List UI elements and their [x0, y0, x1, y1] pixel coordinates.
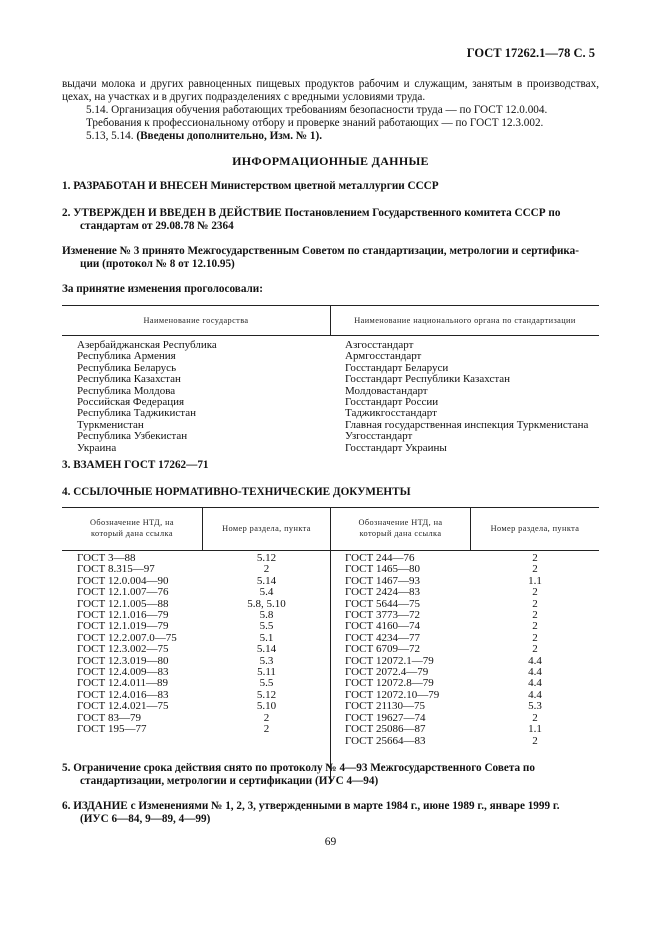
ref-section-number: 5.8, 5.10: [247, 597, 286, 610]
section-5-line2: стандартизации, метрологии и сертификации (ИУС 4—94): [80, 775, 379, 787]
vote-standards-body: Главная государственная инспекция Туркменистана: [345, 418, 589, 431]
ref-doc-designation: ГОСТ 3—88: [77, 552, 136, 564]
ref-section-number: 2: [263, 723, 270, 736]
ref-doc-designation: ГОСТ 244—76: [345, 552, 415, 564]
ref-section-number: 2: [532, 552, 538, 564]
ref-doc-designation: ГОСТ 2424—83: [345, 586, 420, 599]
refs-right-section-column: [471, 553, 599, 747]
ref-doc-designation: ГОСТ 83—79: [77, 711, 141, 724]
ref-section-number: 2: [532, 643, 538, 656]
change-3: [62, 245, 599, 258]
ref-section-number: 4.4: [528, 654, 542, 667]
votes-column-states: [77, 340, 217, 454]
ref-doc-designation: ГОСТ 12.1.019—79: [77, 620, 169, 633]
vote-standards-body: Армгосстандарт: [345, 350, 422, 363]
section-5-line1: 5. Ограничение срока действия снято по протоколу № 4—93 Межгосударственного Совета по: [62, 762, 535, 774]
ref-doc-designation: ГОСТ 12.4.011—89: [77, 677, 169, 690]
vote-standards-body: Госстандарт России: [345, 396, 439, 409]
section-6-label: 6. ИЗДАНИЕ: [62, 800, 128, 812]
ref-doc-designation: ГОСТ 12.1.005—88: [77, 597, 169, 610]
ref-section-number: 5.3: [528, 700, 542, 713]
refs-left-section-column: [203, 553, 330, 736]
vote-state-name: Республика Армения: [77, 350, 176, 363]
ref-doc-designation: ГОСТ 12072.10—79: [345, 688, 440, 701]
ref-section-number: 2: [263, 563, 270, 576]
ref-section-number: 2: [263, 711, 270, 724]
vote-state-name: Российская Федерация: [77, 396, 185, 409]
intro-paragraph-2: 5.14. Организация обучения работающих требованиям безопасности труда — по ГОСТ 12.0.004.: [86, 104, 548, 116]
section-1-text: Министерством цветной металлургии СССР: [210, 180, 439, 192]
vote-standards-body: Азгосстандарт: [345, 339, 414, 351]
ref-doc-designation: ГОСТ 12.4.021—75: [77, 700, 169, 713]
section-6-text: с Изменениями № 1, 2, 3, утвержденными в марте 1984 г., июне 1989 г., январе 1999 г.: [130, 800, 560, 812]
ref-doc-designation: ГОСТ 12.3.002—75: [77, 643, 169, 656]
ref-doc-designation: ГОСТ 21130—75: [345, 700, 426, 713]
ref-section-number: 1.1: [528, 574, 542, 587]
vote-state-name: Республика Казахстан: [77, 373, 181, 386]
refs-header-section-left: Номер раздела, пункта: [222, 524, 311, 533]
ref-doc-designation: ГОСТ 12.2.007.0—75: [77, 631, 177, 644]
section-4: 4. ССЫЛОЧНЫЕ НОРМАТИВНО-ТЕХНИЧЕСКИЕ ДОКУМЕНТЫ: [62, 486, 411, 498]
ref-doc-designation: ГОСТ 19627—74: [345, 711, 426, 724]
vote-standards-body: Госстандарт Украины: [345, 441, 447, 454]
ref-section-number: 5.3: [259, 654, 274, 667]
ref-doc-designation: ГОСТ 6709—72: [345, 643, 420, 656]
vote-standards-body: Госстандарт Беларуси: [345, 361, 449, 374]
section-2: [62, 207, 599, 220]
refs-header-doc-left-line2: который дана ссылка: [91, 529, 173, 538]
section-6-line2: (ИУС 6—84, 9—89, 4—99): [80, 813, 211, 825]
ref-section-number: 5.12: [256, 552, 277, 564]
intro-paragraph-3: Требования к профессиональному отбору и проверке знаний работающих — по ГОСТ 12.3.002.: [86, 117, 544, 129]
change-3-label: Изменение № 3: [62, 245, 140, 257]
ref-section-number: 5.5: [259, 620, 274, 633]
intro-paragraph-4-plain: 5.13, 5.14.: [86, 130, 134, 142]
ref-doc-designation: ГОСТ 12.1.016—79: [77, 609, 169, 622]
ref-doc-designation: ГОСТ 25664—83: [345, 734, 426, 747]
ref-section-number: 5.8: [259, 609, 274, 622]
ref-section-number: 1.1: [528, 723, 542, 736]
vote-standards-body: Молдовастандарт: [345, 384, 428, 397]
votes-header-state: Наименование государства: [143, 316, 249, 325]
section-2-text: Постановлением Государственного комитета СССР по: [284, 207, 561, 219]
vote-state-name: Республика Узбекистан: [77, 430, 188, 443]
ref-section-number: 5.4: [259, 586, 274, 599]
ref-doc-designation: ГОСТ 2072.4—79: [345, 666, 429, 679]
refs-divider-center: [330, 507, 331, 784]
page-header: ГОСТ 17262.1—78 С. 5: [466, 46, 595, 60]
ref-section-number: 2: [532, 711, 538, 724]
section-2-line2: стандартам от 29.08.78 № 2364: [80, 220, 234, 232]
ref-section-number: 5.10: [256, 700, 277, 713]
vote-standards-body: Госстандарт Республики Казахстан: [345, 373, 511, 386]
intro-paragraph-4: [86, 130, 322, 143]
page-number: 69: [324, 836, 337, 848]
ref-section-number: 5.14: [256, 643, 277, 656]
refs-header-doc-right-line2: который дана ссылка: [359, 529, 442, 538]
ref-section-number: 5.5: [259, 677, 274, 690]
ref-section-number: 2: [532, 609, 538, 622]
refs-header-doc-right-line1: Обозначение НТД, на: [358, 518, 443, 527]
ref-section-number: 5.14: [256, 574, 277, 587]
refs-header-doc-right: [331, 517, 470, 539]
ref-section-number: 5.12: [256, 688, 277, 701]
ref-section-number: 5.1: [259, 631, 274, 644]
ref-doc-designation: ГОСТ 1467—93: [345, 574, 420, 587]
vote-standards-body: Узгосстандарт: [345, 430, 413, 443]
ref-section-number: 2: [532, 631, 538, 644]
refs-right-doc-column: [345, 553, 439, 747]
ref-section-number: 4.4: [528, 666, 542, 679]
ref-doc-designation: ГОСТ 195—77: [77, 723, 147, 736]
vote-state-name: Республика Молдова: [77, 384, 176, 397]
ref-doc-designation: ГОСТ 4160—74: [345, 620, 420, 633]
change-3-line2: ции (протокол № 8 от 12.10.95): [80, 258, 235, 270]
votes-table-header-rule: [62, 335, 599, 336]
section-1-label: 1. РАЗРАБОТАН И ВНЕСЕН: [62, 180, 208, 192]
ref-section-number: 4.4: [528, 688, 542, 701]
vote-state-name: Азербайджанская Республика: [77, 339, 217, 351]
section-1: [62, 180, 599, 193]
ref-section-number: 5.11: [257, 666, 276, 679]
ref-doc-designation: ГОСТ 12.4.016—83: [77, 688, 169, 701]
ref-doc-designation: ГОСТ 12.0.004—90: [77, 574, 169, 587]
intro-paragraph-1: выдачи молока и других равноценных пищевых продуктов рабочим и служащим, занятым в производствах, цехах, на участках и в других подразделениях с вредными условиями труда.: [62, 78, 599, 103]
ref-doc-designation: ГОСТ 8.315—97: [77, 563, 155, 576]
vote-standards-body: Таджикгосстандарт: [345, 407, 437, 420]
vote-state-name: Туркменистан: [77, 418, 144, 431]
vote-state-name: Украина: [77, 441, 117, 454]
ref-doc-designation: ГОСТ 12.4.009—83: [77, 666, 169, 679]
ref-doc-designation: ГОСТ 25086—87: [345, 723, 426, 736]
section-6: [62, 800, 599, 813]
intro-paragraph-4-bold: (Введены дополнительно, Изм. № 1).: [136, 130, 323, 142]
ref-doc-designation: ГОСТ 12072.1—79: [345, 654, 434, 667]
votes-column-bodies: [345, 340, 588, 454]
refs-header-doc-left-line1: Обозначение НТД, на: [90, 518, 174, 527]
ref-section-number: 2: [532, 563, 538, 576]
ref-doc-designation: ГОСТ 5644—75: [345, 597, 420, 610]
votes-title: За принятие изменения проголосовали:: [62, 283, 263, 295]
info-data-title: ИНФОРМАЦИОННЫЕ ДАННЫЕ: [232, 154, 429, 168]
ref-doc-designation: ГОСТ 12.1.007—76: [77, 586, 169, 599]
ref-section-number: 2: [532, 597, 538, 610]
ref-doc-designation: ГОСТ 12.3.019—80: [77, 654, 169, 667]
vote-state-name: Республика Беларусь: [77, 361, 177, 374]
ref-doc-designation: ГОСТ 12072.8—79: [345, 677, 434, 690]
ref-doc-designation: ГОСТ 4234—77: [345, 631, 420, 644]
ref-doc-designation: ГОСТ 1465—80: [345, 563, 420, 576]
ref-doc-designation: ГОСТ 3773—72: [345, 609, 420, 622]
refs-header-doc-left: [62, 517, 202, 539]
votes-header-body: Наименование национального органа по стандартизации: [354, 316, 576, 325]
refs-header-section-right: Номер раздела, пункта: [490, 524, 580, 533]
ref-section-number: 2: [532, 734, 538, 747]
change-3-text: принято Межгосударственным Советом по стандартизации, метрологии и сертифика-: [142, 245, 579, 257]
ref-section-number: 2: [532, 620, 538, 633]
section-3: 3. ВЗАМЕН ГОСТ 17262—71: [62, 459, 209, 471]
vote-state-name: Республика Таджикистан: [77, 407, 196, 420]
refs-left-doc-column: [77, 553, 177, 736]
ref-section-number: 2: [532, 586, 538, 599]
section-2-label: 2. УТВЕРЖДЕН И ВВЕДЕН В ДЕЙСТВИЕ: [62, 207, 282, 219]
ref-section-number: 4.4: [528, 677, 542, 690]
